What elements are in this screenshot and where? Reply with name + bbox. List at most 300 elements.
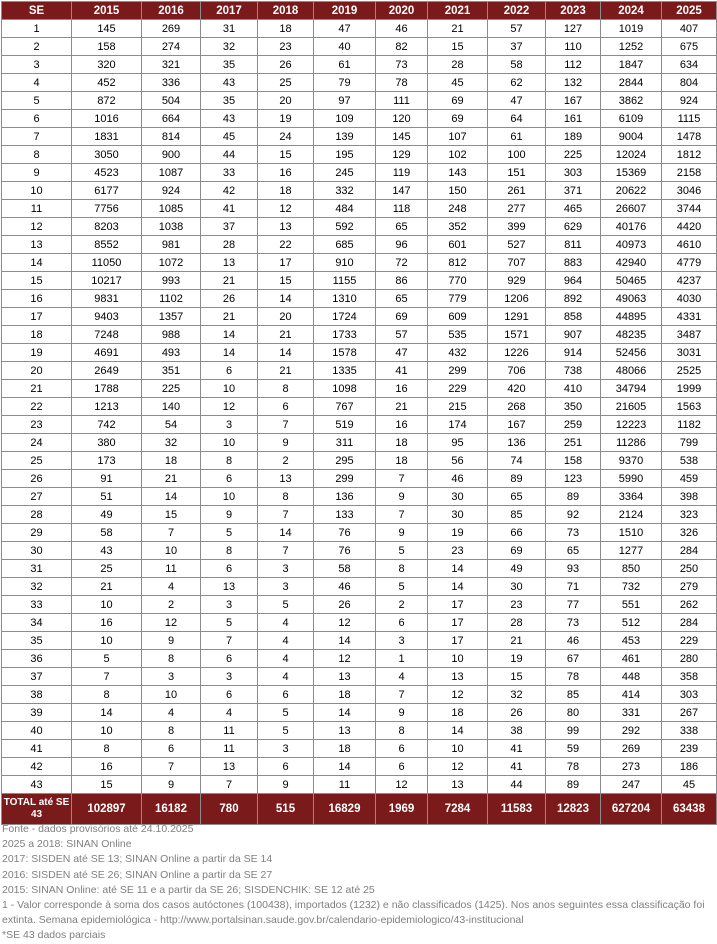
cases-cell: 32	[488, 686, 546, 704]
cases-cell: 432	[428, 344, 488, 362]
cases-cell: 21	[258, 326, 314, 344]
cases-cell: 95	[428, 434, 488, 452]
cases-cell: 358	[662, 668, 717, 686]
cases-cell: 49	[72, 506, 142, 524]
cases-cell: 10	[201, 488, 258, 506]
cases-cell: 9	[376, 488, 428, 506]
cases-cell: 11050	[72, 254, 142, 272]
cases-cell: 380	[72, 434, 142, 452]
week-cell: 3	[2, 56, 72, 74]
cases-cell: 484	[314, 200, 376, 218]
header-year-2025: 2025	[662, 2, 717, 20]
cases-cell: 929	[488, 272, 546, 290]
cases-cell: 30	[428, 506, 488, 524]
week-cell: 1	[2, 20, 72, 38]
cases-cell: 89	[488, 470, 546, 488]
week-cell: 12	[2, 218, 72, 236]
cases-cell: 7	[258, 542, 314, 560]
table-row	[2, 524, 717, 542]
cases-cell: 78	[546, 668, 601, 686]
cases-cell: 303	[662, 686, 717, 704]
week-cell: 2	[2, 38, 72, 56]
cases-cell: 145	[72, 20, 142, 38]
cases-cell: 21	[428, 20, 488, 38]
footnote-line: 2016: SISDEN até SE 26; SINAN Online a partir da SE 27	[2, 868, 273, 881]
cases-cell: 10	[201, 380, 258, 398]
cases-cell: 2525	[662, 362, 717, 380]
cases-cell: 44	[201, 146, 258, 164]
cases-cell: 269	[142, 20, 201, 38]
cases-cell: 8	[376, 722, 428, 740]
cases-cell: 247	[601, 776, 662, 794]
cases-cell: 158	[72, 38, 142, 56]
cases-cell: 907	[546, 326, 601, 344]
table-row	[2, 110, 717, 128]
cases-cell: 69	[428, 110, 488, 128]
cases-cell: 1	[376, 650, 428, 668]
total-cell: 515	[258, 794, 314, 825]
cases-cell: 18	[258, 20, 314, 38]
cases-cell: 26	[314, 596, 376, 614]
cases-cell: 872	[72, 92, 142, 110]
cases-cell: 245	[314, 164, 376, 182]
cases-cell: 21605	[601, 398, 662, 416]
table-row	[2, 308, 717, 326]
cases-cell: 18	[142, 452, 201, 470]
cases-cell: 17	[428, 632, 488, 650]
cases-cell: 338	[662, 722, 717, 740]
cases-cell: 4691	[72, 344, 142, 362]
cases-cell: 58	[488, 56, 546, 74]
cases-cell: 10	[201, 434, 258, 452]
cases-cell: 69	[488, 542, 546, 560]
cases-cell: 112	[546, 56, 601, 74]
cases-cell: 9	[258, 434, 314, 452]
cases-cell: 7	[376, 686, 428, 704]
cases-cell: 16	[72, 758, 142, 776]
cases-cell: 97	[314, 92, 376, 110]
cases-cell: 2124	[601, 506, 662, 524]
cases-cell: 52456	[601, 344, 662, 362]
cases-cell: 47	[488, 92, 546, 110]
cases-cell: 981	[142, 236, 201, 254]
cases-cell: 2649	[72, 362, 142, 380]
cases-cell: 93	[546, 560, 601, 578]
cases-cell: 738	[546, 362, 601, 380]
cases-cell: 120	[376, 110, 428, 128]
cases-cell: 279	[662, 578, 717, 596]
cases-cell: 41	[201, 200, 258, 218]
cases-cell: 16	[258, 164, 314, 182]
table-row	[2, 398, 717, 416]
table-row	[2, 200, 717, 218]
cases-cell: 8	[201, 452, 258, 470]
cases-cell: 4779	[662, 254, 717, 272]
cases-cell: 609	[428, 308, 488, 326]
table-header-row	[2, 2, 717, 20]
cases-cell: 1213	[72, 398, 142, 416]
cases-cell: 28	[488, 614, 546, 632]
cases-cell: 9	[201, 506, 258, 524]
cases-cell: 37	[201, 218, 258, 236]
footnote-line: 2015: SINAN Online: até SE 11 e a partir da SE 26; SISDENCHIK: SE 12 até 25	[2, 883, 375, 896]
week-cell: 14	[2, 254, 72, 272]
cases-cell: 186	[662, 758, 717, 776]
cases-cell: 284	[662, 542, 717, 560]
cases-cell: 850	[601, 560, 662, 578]
table-row	[2, 182, 717, 200]
cases-cell: 964	[546, 272, 601, 290]
cases-cell: 43	[201, 110, 258, 128]
cases-cell: 8	[72, 740, 142, 758]
cases-cell: 48235	[601, 326, 662, 344]
week-cell: 7	[2, 128, 72, 146]
footnote-line: 2025 a 2018: SINAN Online	[2, 838, 132, 851]
cases-cell: 461	[601, 650, 662, 668]
cases-cell: 18	[314, 740, 376, 758]
cases-cell: 40973	[601, 236, 662, 254]
table-row	[2, 596, 717, 614]
week-cell: 31	[2, 560, 72, 578]
cases-cell: 143	[428, 164, 488, 182]
table-row	[2, 38, 717, 56]
cases-cell: 26	[488, 704, 546, 722]
cases-cell: 43	[72, 542, 142, 560]
footnote-line: Fonte - dados provisórios até 24.10.2025	[2, 823, 194, 835]
cases-cell: 6	[258, 398, 314, 416]
cases-cell: 7	[142, 758, 201, 776]
cases-cell: 1847	[601, 56, 662, 74]
cases-cell: 215	[428, 398, 488, 416]
cases-cell: 448	[601, 668, 662, 686]
cases-cell: 91	[72, 470, 142, 488]
cases-cell: 16	[376, 380, 428, 398]
cases-cell: 601	[428, 236, 488, 254]
cases-cell: 5	[201, 524, 258, 542]
cases-cell: 910	[314, 254, 376, 272]
cases-cell: 7	[72, 668, 142, 686]
table-row	[2, 686, 717, 704]
table-row	[2, 740, 717, 758]
cases-cell: 4237	[662, 272, 717, 290]
header-year-2017: 2017	[201, 2, 258, 20]
cases-cell: 4	[201, 704, 258, 722]
cases-cell: 261	[488, 182, 546, 200]
cases-cell: 1812	[662, 146, 717, 164]
cases-cell: 110	[546, 38, 601, 56]
cases-cell: 14	[258, 290, 314, 308]
table-row	[2, 344, 717, 362]
cases-cell: 14	[258, 524, 314, 542]
cases-cell: 72	[376, 254, 428, 272]
cases-cell: 42940	[601, 254, 662, 272]
week-cell: 22	[2, 398, 72, 416]
cases-cell: 229	[662, 632, 717, 650]
week-cell: 43	[2, 776, 72, 794]
cases-cell: 82	[376, 38, 428, 56]
cases-cell: 303	[546, 164, 601, 182]
table-row	[2, 128, 717, 146]
cases-cell: 12	[258, 200, 314, 218]
cases-cell: 111	[376, 92, 428, 110]
cases-cell: 323	[662, 506, 717, 524]
cases-cell: 9	[142, 632, 201, 650]
cases-cell: 19	[488, 650, 546, 668]
cases-cell: 7	[142, 524, 201, 542]
cases-cell: 69	[428, 92, 488, 110]
cases-cell: 13	[201, 578, 258, 596]
cases-cell: 11	[314, 776, 376, 794]
cases-cell: 1206	[488, 290, 546, 308]
header-se: SE	[2, 2, 72, 20]
header-year-2021: 2021	[428, 2, 488, 20]
cases-cell: 23	[258, 38, 314, 56]
cases-cell: 33	[201, 164, 258, 182]
cases-cell: 41	[376, 362, 428, 380]
week-cell: 11	[2, 200, 72, 218]
cases-cell: 407	[662, 20, 717, 38]
cases-cell: 4	[258, 650, 314, 668]
cases-cell: 13	[258, 218, 314, 236]
cases-cell: 158	[546, 452, 601, 470]
cases-cell: 269	[601, 740, 662, 758]
cases-cell: 12024	[601, 146, 662, 164]
cases-cell: 15	[488, 668, 546, 686]
cases-cell: 32	[201, 38, 258, 56]
cases-cell: 321	[142, 56, 201, 74]
cases-cell: 48066	[601, 362, 662, 380]
cases-cell: 37	[488, 38, 546, 56]
cases-cell: 6	[258, 686, 314, 704]
cases-cell: 250	[662, 560, 717, 578]
cases-cell: 1252	[601, 38, 662, 56]
cases-cell: 26607	[601, 200, 662, 218]
footnote-line: 1 - Valor corresponde à soma dos casos autóctones (100438), importados (1232) e não classificados (1425). Nos anos seguintes essa classificação foi extinta. Semana epidemiológica - http://www.portalsinan.saude.gov.br/calendario-epidemiologico/43-institucional	[2, 899, 705, 927]
week-cell: 9	[2, 164, 72, 182]
cases-cell: 8	[142, 722, 201, 740]
cases-cell: 58	[72, 524, 142, 542]
cases-cell: 4	[376, 668, 428, 686]
cases-cell: 675	[662, 38, 717, 56]
cases-cell: 21	[376, 398, 428, 416]
cases-cell: 34794	[601, 380, 662, 398]
cases-cell: 629	[546, 218, 601, 236]
cases-cell: 127	[546, 20, 601, 38]
cases-cell: 10	[72, 632, 142, 650]
cases-cell: 465	[546, 200, 601, 218]
table-row	[2, 236, 717, 254]
week-cell: 15	[2, 272, 72, 290]
week-cell: 17	[2, 308, 72, 326]
cases-cell: 664	[142, 110, 201, 128]
cases-cell: 147	[376, 182, 428, 200]
cases-cell: 295	[314, 452, 376, 470]
cases-cell: 527	[488, 236, 546, 254]
cases-cell: 1226	[488, 344, 546, 362]
cases-cell: 6	[201, 362, 258, 380]
header-year-2016: 2016	[142, 2, 201, 20]
cases-cell: 76	[314, 542, 376, 560]
cases-cell: 9	[376, 524, 428, 542]
header-year-2018: 2018	[258, 2, 314, 20]
cases-cell: 707	[488, 254, 546, 272]
cases-cell: 25	[72, 560, 142, 578]
cases-cell: 14	[428, 560, 488, 578]
table-row	[2, 704, 717, 722]
cases-cell: 7248	[72, 326, 142, 344]
total-cell: 63438	[662, 794, 717, 825]
cases-cell: 331	[601, 704, 662, 722]
cases-cell: 7	[258, 506, 314, 524]
cases-cell: 49063	[601, 290, 662, 308]
cases-cell: 3	[258, 740, 314, 758]
cases-cell: 459	[662, 470, 717, 488]
cases-cell: 9004	[601, 128, 662, 146]
cases-cell: 12	[314, 650, 376, 668]
cases-by-week-table	[1, 1, 717, 825]
cases-cell: 14	[314, 758, 376, 776]
cases-cell: 40176	[601, 218, 662, 236]
cases-cell: 10	[72, 596, 142, 614]
cases-cell: 3	[142, 668, 201, 686]
cases-cell: 1335	[314, 362, 376, 380]
cases-cell: 14	[428, 578, 488, 596]
cases-cell: 78	[546, 758, 601, 776]
cases-cell: 57	[376, 326, 428, 344]
cases-cell: 6	[201, 650, 258, 668]
total-cell: 16829	[314, 794, 376, 825]
week-cell: 36	[2, 650, 72, 668]
cases-cell: 6	[201, 686, 258, 704]
week-cell: 26	[2, 470, 72, 488]
table-row	[2, 614, 717, 632]
cases-cell: 9	[376, 704, 428, 722]
cases-cell: 512	[601, 614, 662, 632]
cases-cell: 14	[201, 344, 258, 362]
cases-cell: 5	[376, 542, 428, 560]
cases-cell: 268	[488, 398, 546, 416]
cases-cell: 1182	[662, 416, 717, 434]
cases-cell: 993	[142, 272, 201, 290]
cases-cell: 452	[72, 74, 142, 92]
cases-cell: 24	[258, 128, 314, 146]
cases-cell: 1072	[142, 254, 201, 272]
cases-cell: 40	[314, 38, 376, 56]
cases-cell: 732	[601, 578, 662, 596]
cases-cell: 320	[72, 56, 142, 74]
cases-cell: 45	[201, 128, 258, 146]
cases-cell: 73	[376, 56, 428, 74]
cases-cell: 1087	[142, 164, 201, 182]
week-cell: 29	[2, 524, 72, 542]
cases-cell: 136	[314, 488, 376, 506]
cases-cell: 3364	[601, 488, 662, 506]
cases-cell: 225	[142, 380, 201, 398]
cases-cell: 78	[376, 74, 428, 92]
cases-cell: 2	[376, 596, 428, 614]
table-row	[2, 470, 717, 488]
cases-cell: 15	[258, 272, 314, 290]
cases-cell: 74	[488, 452, 546, 470]
cases-cell: 136	[488, 434, 546, 452]
table-row	[2, 20, 717, 38]
cases-cell: 371	[546, 182, 601, 200]
cases-cell: 6	[142, 740, 201, 758]
cases-cell: 1510	[601, 524, 662, 542]
cases-cell: 5	[258, 596, 314, 614]
cases-cell: 8203	[72, 218, 142, 236]
cases-cell: 2	[142, 596, 201, 614]
cases-cell: 35	[201, 92, 258, 110]
week-cell: 33	[2, 596, 72, 614]
header-year-2019: 2019	[314, 2, 376, 20]
cases-cell: 100	[488, 146, 546, 164]
cases-cell: 45	[662, 776, 717, 794]
cases-cell: 1733	[314, 326, 376, 344]
table-row	[2, 326, 717, 344]
cases-cell: 11	[201, 740, 258, 758]
cases-cell: 26	[201, 290, 258, 308]
cases-cell: 15	[428, 38, 488, 56]
cases-cell: 248	[428, 200, 488, 218]
cases-cell: 274	[142, 38, 201, 56]
cases-cell: 685	[314, 236, 376, 254]
cases-cell: 14	[258, 344, 314, 362]
cases-cell: 2158	[662, 164, 717, 182]
cases-cell: 12	[314, 614, 376, 632]
cases-cell: 988	[142, 326, 201, 344]
cases-cell: 15	[142, 506, 201, 524]
cases-cell: 26	[258, 56, 314, 74]
table-row	[2, 92, 717, 110]
cases-cell: 14	[314, 632, 376, 650]
cases-cell: 351	[142, 362, 201, 380]
week-cell: 40	[2, 722, 72, 740]
cases-cell: 38	[488, 722, 546, 740]
cases-cell: 59	[546, 740, 601, 758]
cases-cell: 3	[201, 416, 258, 434]
cases-cell: 6	[376, 758, 428, 776]
table-row	[2, 542, 717, 560]
cases-cell: 133	[314, 506, 376, 524]
cases-cell: 21	[488, 632, 546, 650]
week-cell: 18	[2, 326, 72, 344]
cases-cell: 13	[428, 776, 488, 794]
table-row	[2, 650, 717, 668]
week-cell: 13	[2, 236, 72, 254]
cases-cell: 239	[662, 740, 717, 758]
cases-cell: 1291	[488, 308, 546, 326]
epidemiological-table-container	[1, 1, 716, 825]
cases-cell: 1831	[72, 128, 142, 146]
week-cell: 32	[2, 578, 72, 596]
week-cell: 27	[2, 488, 72, 506]
cases-cell: 332	[314, 182, 376, 200]
cases-cell: 43	[201, 74, 258, 92]
cases-cell: 65	[376, 218, 428, 236]
cases-cell: 6	[201, 470, 258, 488]
cases-cell: 21	[142, 470, 201, 488]
cases-cell: 65	[488, 488, 546, 506]
cases-cell: 167	[488, 416, 546, 434]
cases-cell: 3862	[601, 92, 662, 110]
cases-cell: 46	[314, 578, 376, 596]
cases-cell: 107	[428, 128, 488, 146]
cases-cell: 77	[546, 596, 601, 614]
cases-cell: 706	[488, 362, 546, 380]
total-cell: 102897	[72, 794, 142, 825]
cases-cell: 5	[258, 722, 314, 740]
